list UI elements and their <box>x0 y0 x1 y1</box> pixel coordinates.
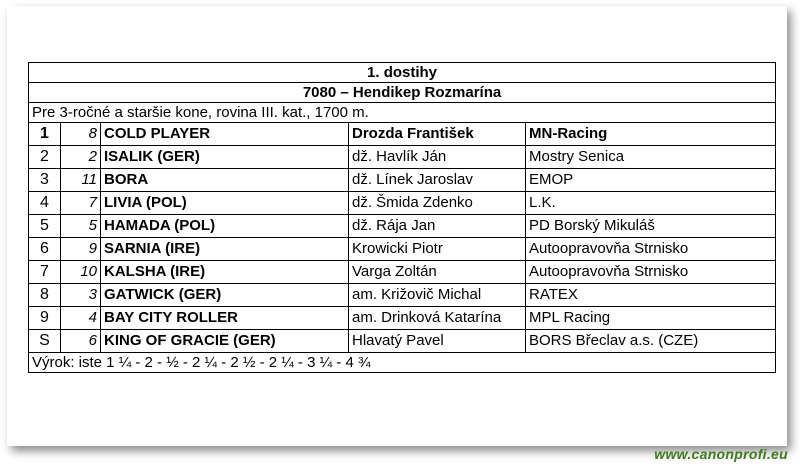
result-row <box>29 123 776 146</box>
finish-position: 4 <box>29 192 61 215</box>
finish-position: S <box>29 330 61 353</box>
jockey-name: Krowicki Piotr <box>349 238 526 261</box>
finish-position: 3 <box>29 169 61 192</box>
finish-position: 1 <box>29 123 61 146</box>
race-heading: 1. dostihy <box>29 63 776 83</box>
jockey-name: Varga Zoltán <box>349 261 526 284</box>
jockey-name: dž. Havlík Ján <box>349 146 526 169</box>
race-margins: Výrok: iste 1 ¼ - 2 - ½ - 2 ¼ - 2 ½ - 2 ¼ - 3 ¼ - 4 ¾ <box>29 353 776 373</box>
result-row <box>29 192 776 215</box>
result-row <box>29 169 776 192</box>
start-number: 5 <box>61 215 101 238</box>
owner-name: Autoopravovňa Strnisko <box>526 238 776 261</box>
finish-position: 6 <box>29 238 61 261</box>
result-row <box>29 215 776 238</box>
owner-name: RATEX <box>526 284 776 307</box>
horse-name: GATWICK (GER) <box>101 284 349 307</box>
horse-name: BORA <box>101 169 349 192</box>
horse-name: HAMADA (POL) <box>101 215 349 238</box>
horse-name: BAY CITY ROLLER <box>101 307 349 330</box>
horse-name: ISALIK (GER) <box>101 146 349 169</box>
start-number: 11 <box>61 169 101 192</box>
horse-name: LIVIA (POL) <box>101 192 349 215</box>
watermark: www.canonprofi.eu <box>654 446 788 462</box>
race-results-table <box>28 62 776 373</box>
result-row <box>29 284 776 307</box>
race-name: 7080 – Hendikep Rozmarína <box>29 83 776 103</box>
finish-position: 8 <box>29 284 61 307</box>
horse-name: KALSHA (IRE) <box>101 261 349 284</box>
owner-name: BORS Břeclav a.s. (CZE) <box>526 330 776 353</box>
start-number: 8 <box>61 123 101 146</box>
jockey-name: am. Križovič Michal <box>349 284 526 307</box>
owner-name: MPL Racing <box>526 307 776 330</box>
start-number: 10 <box>61 261 101 284</box>
jockey-name: dž. Rája Jan <box>349 215 526 238</box>
result-row <box>29 146 776 169</box>
start-number: 6 <box>61 330 101 353</box>
owner-name: EMOP <box>526 169 776 192</box>
owner-name: Autoopravovňa Strnisko <box>526 261 776 284</box>
finish-position: 2 <box>29 146 61 169</box>
start-number: 4 <box>61 307 101 330</box>
race-conditions: Pre 3-ročné a staršie kone, rovina III. kat., 1700 m. <box>29 103 776 123</box>
result-row <box>29 261 776 284</box>
start-number: 9 <box>61 238 101 261</box>
owner-name: MN-Racing <box>526 123 776 146</box>
horse-name: COLD PLAYER <box>101 123 349 146</box>
jockey-name: dž. Línek Jaroslav <box>349 169 526 192</box>
finish-position: 9 <box>29 307 61 330</box>
owner-name: L.K. <box>526 192 776 215</box>
jockey-name: dž. Šmida Zdenko <box>349 192 526 215</box>
result-row <box>29 238 776 261</box>
start-number: 2 <box>61 146 101 169</box>
horse-name: KING OF GRACIE (GER) <box>101 330 349 353</box>
start-number: 7 <box>61 192 101 215</box>
finish-position: 5 <box>29 215 61 238</box>
owner-name: PD Borský Mikuláš <box>526 215 776 238</box>
jockey-name: am. Drinková Katarína <box>349 307 526 330</box>
finish-position: 7 <box>29 261 61 284</box>
owner-name: Mostry Senica <box>526 146 776 169</box>
result-row <box>29 330 776 353</box>
jockey-name: Drozda František <box>349 123 526 146</box>
horse-name: SARNIA (IRE) <box>101 238 349 261</box>
start-number: 3 <box>61 284 101 307</box>
jockey-name: Hlavatý Pavel <box>349 330 526 353</box>
result-row <box>29 307 776 330</box>
